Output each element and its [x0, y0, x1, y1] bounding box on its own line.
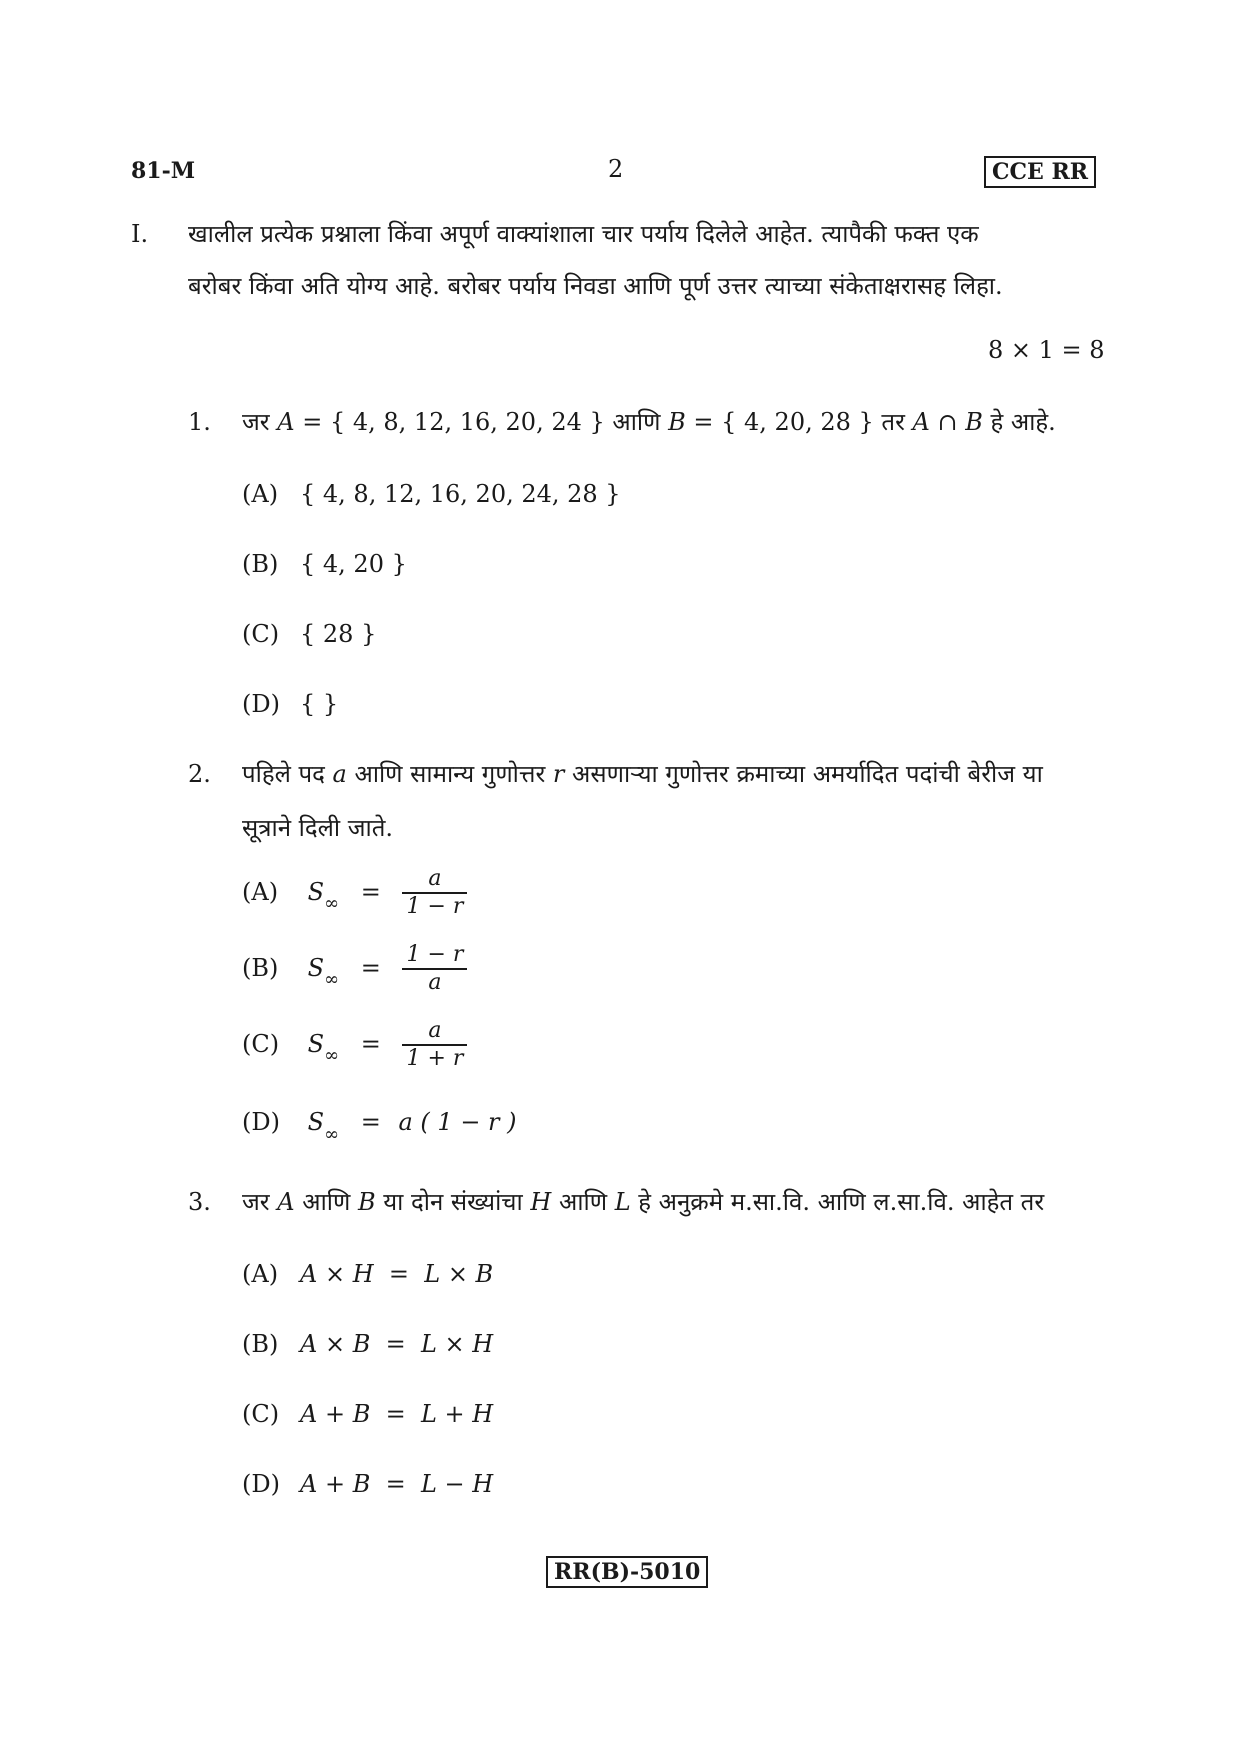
option-value: A + B = L + H	[300, 1400, 494, 1428]
q2-math: r	[552, 760, 565, 788]
question-1-text	[242, 404, 1056, 440]
question-2-line-1	[242, 756, 1108, 792]
q1-math: A	[277, 408, 295, 436]
q3-option-b	[242, 1326, 493, 1362]
q1-part: ∩	[929, 408, 966, 436]
q2-part: पहिले पद	[242, 760, 333, 788]
option-label: (A)	[242, 1260, 279, 1288]
q1-part: = { 4, 8, 12, 16, 20, 24 } आणि	[294, 408, 669, 436]
q2-part: असणाऱ्या गुणोत्तर क्रमाच्या अमर्यादित पदांची बेरीज या	[564, 760, 1043, 788]
equals-sign: =	[360, 877, 381, 906]
page-number: 2	[608, 155, 624, 183]
section-instructions	[188, 208, 1108, 312]
q3-option-c	[242, 1396, 493, 1432]
q1-option-b	[242, 546, 407, 582]
series-code-box: CCE RR	[984, 156, 1096, 188]
q1-option-c	[242, 616, 376, 652]
q1-math: A	[912, 408, 930, 436]
q3-math: H	[530, 1188, 552, 1216]
q2-option-d	[242, 1104, 517, 1149]
option-label: (C)	[242, 1400, 280, 1428]
option-label: (C)	[242, 1029, 280, 1058]
option-value: A × B = L × H	[300, 1330, 494, 1358]
instructions-line-1: खालील प्रत्येक प्रश्नाला किंवा अपूर्ण वाक्यांशाला चार पर्याय दिलेले आहेत. त्यापैकी फक्त एक	[188, 220, 979, 248]
s-infinity: $S_\infty$	[307, 953, 340, 991]
option-label: (D)	[242, 1108, 280, 1136]
q3-math: A	[277, 1188, 295, 1216]
q1-part: हे आहे.	[982, 408, 1056, 436]
option-value: A + B = L − H	[300, 1470, 494, 1498]
q2-option-c	[242, 1018, 467, 1072]
equals-sign: =	[360, 1108, 381, 1136]
question-3-number: 3.	[188, 1188, 211, 1216]
option-expression: a ( 1 − r )	[398, 1108, 517, 1136]
option-label: (B)	[242, 1330, 279, 1358]
fraction: $\frac{1 - r}{a}$	[402, 942, 467, 996]
s-infinity: $S_\infty$	[307, 877, 340, 915]
q1-option-a	[242, 476, 621, 512]
option-label: (A)	[242, 877, 279, 906]
option-label: (B)	[242, 953, 279, 982]
q3-part: आणि	[294, 1188, 358, 1216]
option-value: { 4, 8, 12, 16, 20, 24, 28 }	[300, 480, 621, 508]
q1-part: = { 4, 20, 28 } तर	[685, 408, 913, 436]
s-infinity: $S_\infty$	[307, 1029, 340, 1067]
option-label: (A)	[242, 480, 279, 508]
option-label: (D)	[242, 1470, 280, 1498]
q3-part: या दोन संख्यांचा	[375, 1188, 531, 1216]
q1-option-d	[242, 686, 338, 722]
q2-option-b	[242, 942, 467, 996]
option-value: { 28 }	[300, 620, 377, 648]
paper-code: 81-M	[131, 158, 196, 184]
question-2-text	[242, 756, 1108, 846]
q3-part: हे अनुक्रमे म.सा.वि. आणि ल.सा.वि. आहेत तर	[630, 1188, 1045, 1216]
q3-part: जर	[242, 1188, 278, 1216]
q3-option-d	[242, 1466, 493, 1502]
q1-math: B	[668, 408, 686, 436]
footer-code-box: RR(B)-5010	[546, 1556, 708, 1588]
option-value: { 4, 20 }	[300, 550, 407, 578]
s-infinity: $S_\infty$	[307, 1108, 340, 1145]
question-1-number: 1.	[188, 408, 211, 436]
fraction: $\frac{a}{1 - r}$	[402, 866, 467, 920]
option-label: (B)	[242, 550, 279, 578]
option-label: (C)	[242, 620, 280, 648]
fraction: $\frac{a}{1 + r}$	[402, 1018, 467, 1072]
q2-part: आणि सामान्य गुणोत्तर	[346, 760, 553, 788]
q3-math: L	[614, 1188, 631, 1216]
marks-allocation: 8 × 1 = 8	[988, 336, 1105, 364]
instructions-line-2: बरोबर किंवा अति योग्य आहे. बरोबर पर्याय निवडा आणि पूर्ण उत्तर त्याच्या संकेताक्षरासह लिहा.	[188, 272, 1003, 300]
option-label: (D)	[242, 690, 280, 718]
q1-part: जर	[242, 408, 278, 436]
question-3-text	[242, 1184, 1044, 1220]
question-2-number: 2.	[188, 760, 211, 788]
q3-option-a	[242, 1256, 493, 1292]
section-number: I.	[131, 220, 149, 248]
equals-sign: =	[360, 1029, 381, 1058]
question-2-line-2: सूत्राने दिली जाते.	[242, 814, 394, 842]
q3-math: B	[357, 1188, 376, 1216]
q1-math: B	[965, 408, 983, 436]
option-value: { }	[300, 690, 339, 718]
equals-sign: =	[360, 953, 381, 982]
q3-part: आणि	[551, 1188, 615, 1216]
q2-option-a	[242, 866, 467, 920]
q2-math: a	[332, 760, 347, 788]
option-value: A × H = L × B	[300, 1260, 494, 1288]
